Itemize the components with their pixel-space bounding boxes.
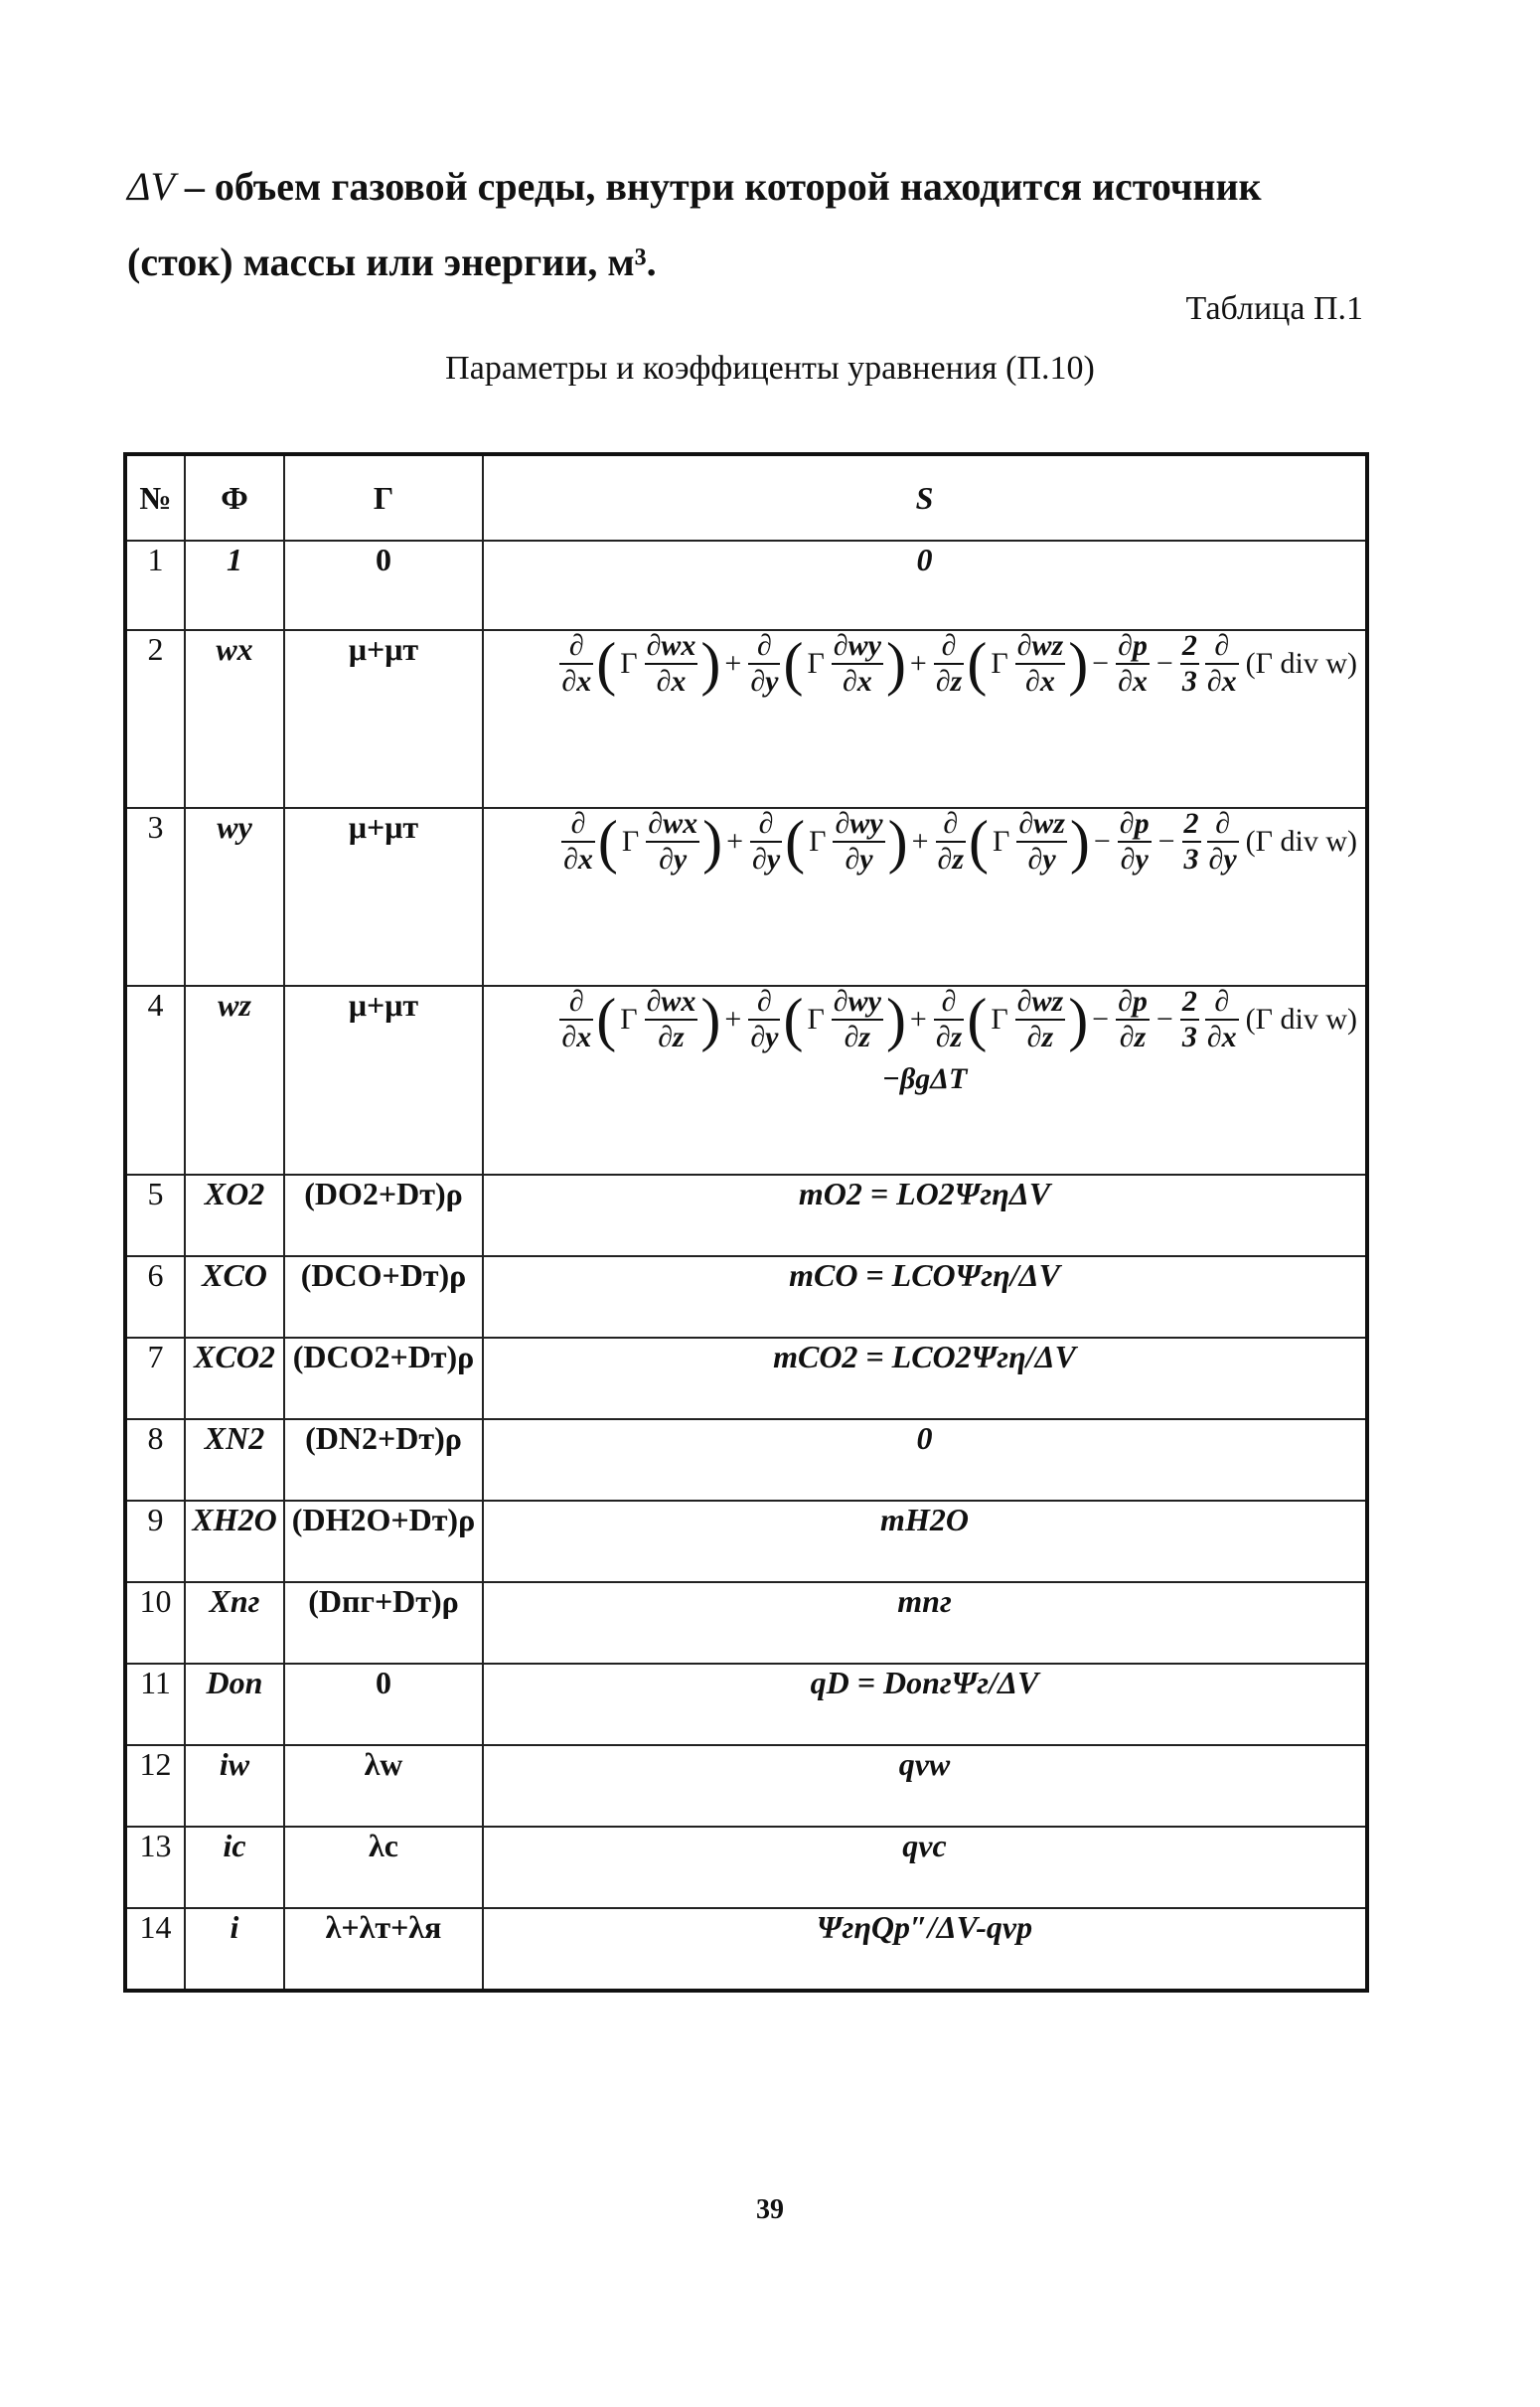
equation-symbol: + xyxy=(909,647,927,680)
table-row xyxy=(125,1501,1367,1582)
fraction: $\frac{\partial p}{\partial y}$ xyxy=(1119,807,1150,876)
table-row xyxy=(125,1175,1367,1256)
row-source: mпг xyxy=(483,1582,1367,1664)
row-phi: ic xyxy=(185,1827,284,1908)
table-row xyxy=(125,1827,1367,1908)
fraction: $\frac{\partial}{\partial z}$ xyxy=(935,985,963,1053)
table-row xyxy=(125,1338,1367,1419)
row-num: 1 xyxy=(125,541,185,630)
row-source: mCO = LCOΨгη/ΔV xyxy=(483,1256,1367,1338)
gamma-symbol: Γ xyxy=(993,825,1010,858)
row-gamma: (DO2+Dт)ρ xyxy=(284,1175,483,1256)
gamma-symbol: Γ xyxy=(991,647,1008,680)
fraction: $\frac{\partial}{\partial x}$ xyxy=(561,629,592,698)
paren-open: ( xyxy=(596,987,617,1052)
row-phi: iw xyxy=(185,1745,284,1827)
gamma-symbol: Γ xyxy=(621,825,640,858)
row-gamma: λ+λт+λя xyxy=(284,1908,483,1991)
momentum-equation xyxy=(484,631,1365,697)
row-phi: Xпг xyxy=(185,1582,284,1664)
equation-symbol: + xyxy=(724,647,742,680)
momentum-equation xyxy=(484,987,1365,1052)
row-source: mH2O xyxy=(483,1501,1367,1582)
paren-close: ) xyxy=(702,809,723,875)
row-phi: XCO xyxy=(185,1256,284,1338)
table-row xyxy=(125,1582,1367,1664)
div-term: (Γ div w) xyxy=(1245,647,1357,680)
paren-close: ) xyxy=(700,631,721,697)
gamma-symbol: Γ xyxy=(807,1003,825,1036)
paren-close: ) xyxy=(885,987,906,1052)
table-header-row xyxy=(125,454,1367,541)
gamma-symbol: Γ xyxy=(991,1003,1008,1036)
row-num: 8 xyxy=(125,1419,185,1501)
row-gamma: λw xyxy=(284,1745,483,1827)
paren-close: ) xyxy=(700,987,721,1052)
paren-close: ) xyxy=(887,809,908,875)
row-num: 12 xyxy=(125,1745,185,1827)
fraction: $\frac{\partial wx}{\partial x}$ xyxy=(646,629,696,698)
fraction: $\frac{\partial}{\partial z}$ xyxy=(937,807,965,876)
gamma-symbol: Γ xyxy=(620,647,638,680)
intro-paragraph xyxy=(127,149,1369,300)
row-source-equation xyxy=(483,986,1367,1175)
fraction: $\frac{\partial}{\partial x}$ xyxy=(561,985,592,1053)
row-num: 4 xyxy=(125,986,185,1175)
fraction: $\frac{\partial}{\partial x}$ xyxy=(1206,985,1237,1053)
paren-open: ( xyxy=(785,809,806,875)
fraction: $\frac{\partial wy}{\partial z}$ xyxy=(833,985,881,1053)
header-phi: Ф xyxy=(185,454,284,541)
paren-close: ) xyxy=(1068,987,1089,1052)
row-source: qD = DопгΨг/ΔV xyxy=(483,1664,1367,1745)
fraction: $\frac{\partial wz}{\partial z}$ xyxy=(1016,985,1064,1053)
equation-symbol: + xyxy=(911,825,929,858)
row-gamma: μ+μт xyxy=(284,808,483,986)
row-num: 5 xyxy=(125,1175,185,1256)
row-gamma: (DCO2+Dт)ρ xyxy=(284,1338,483,1419)
intro-text: – объем газовой среды, внутри которой находится источник (сток) массы или энергии, м³. xyxy=(127,164,1262,284)
fraction: $\frac{\partial p}{\partial x}$ xyxy=(1118,629,1148,698)
equation-symbol: + xyxy=(724,1003,742,1036)
page-number: 39 xyxy=(756,2194,784,2225)
table-title: Параметры и коэффиценты уравнения (П.10) xyxy=(445,350,1095,387)
row-num: 2 xyxy=(125,630,185,808)
equation-symbol: + xyxy=(726,825,743,858)
fraction: $\frac{\partial}{\partial y}$ xyxy=(750,985,779,1053)
row-source: mCO2 = LCO2Ψгη/ΔV xyxy=(483,1338,1367,1419)
header-gamma: Г xyxy=(284,454,483,541)
row-source: qvw xyxy=(483,1745,1367,1827)
fraction: $\frac{2}{3}$ xyxy=(1181,629,1197,698)
equation-symbol: − xyxy=(1155,1003,1173,1036)
row-phi: XCO2 xyxy=(185,1338,284,1419)
fraction: $\frac{\partial wx}{\partial z}$ xyxy=(646,985,696,1053)
header-num: № xyxy=(125,454,185,541)
fraction: $\frac{\partial p}{\partial z}$ xyxy=(1118,985,1148,1053)
table-row xyxy=(125,986,1367,1175)
paren-open: ( xyxy=(783,987,804,1052)
fraction: $\frac{\partial wz}{\partial y}$ xyxy=(1018,807,1065,876)
table-row xyxy=(125,1419,1367,1501)
fraction: $\frac{\partial}{\partial y}$ xyxy=(752,807,781,876)
row-phi: 1 xyxy=(185,541,284,630)
row-gamma: (DN2+Dт)ρ xyxy=(284,1419,483,1501)
row-num: 10 xyxy=(125,1582,185,1664)
buoyancy-term: −βgΔT xyxy=(881,1062,968,1095)
row-phi: XH2O xyxy=(185,1501,284,1582)
paren-close: ) xyxy=(885,631,906,697)
row-gamma: (DCO+Dт)ρ xyxy=(284,1256,483,1338)
row-num: 14 xyxy=(125,1908,185,1991)
equation-symbol: − xyxy=(1092,1003,1110,1036)
row-phi: XN2 xyxy=(185,1419,284,1501)
div-term: (Γ div w) xyxy=(1245,1003,1357,1036)
table-row xyxy=(125,1745,1367,1827)
paren-open: ( xyxy=(783,631,804,697)
row-phi: Dоп xyxy=(185,1664,284,1745)
row-source: ΨгηQр″/ΔV-qvр xyxy=(483,1908,1367,1991)
table-label: Таблица П.1 xyxy=(1185,290,1363,327)
equation-symbol: − xyxy=(1093,825,1111,858)
paren-open: ( xyxy=(597,809,618,875)
fraction: $\frac{\partial}{\partial x}$ xyxy=(1206,629,1237,698)
row-source-equation xyxy=(483,808,1367,986)
equation-symbol: − xyxy=(1092,647,1110,680)
fraction: $\frac{2}{3}$ xyxy=(1181,985,1197,1053)
row-gamma: λc xyxy=(284,1827,483,1908)
gamma-symbol: Γ xyxy=(809,825,827,858)
fraction: $\frac{\partial wy}{\partial y}$ xyxy=(835,807,883,876)
equation-symbol: − xyxy=(1157,825,1175,858)
equation-symbol: − xyxy=(1155,647,1173,680)
row-source: mO2 = LO2ΨгηΔV xyxy=(483,1175,1367,1256)
row-source: 0 xyxy=(483,541,1367,630)
row-gamma: μ+μт xyxy=(284,986,483,1175)
row-gamma: (DH2O+Dт)ρ xyxy=(284,1501,483,1582)
row-phi: wz xyxy=(185,986,284,1175)
fraction: $\frac{\partial wz}{\partial x}$ xyxy=(1016,629,1064,698)
row-gamma: μ+μт xyxy=(284,630,483,808)
momentum-equation xyxy=(484,809,1365,875)
fraction: $\frac{\partial wx}{\partial y}$ xyxy=(648,807,698,876)
row-num: 11 xyxy=(125,1664,185,1745)
table-row xyxy=(125,1664,1367,1745)
div-term: (Γ div w) xyxy=(1245,825,1357,858)
row-gamma: (Dпг+Dт)ρ xyxy=(284,1582,483,1664)
paren-close: ) xyxy=(1068,631,1089,697)
fraction: $\frac{\partial}{\partial y}$ xyxy=(1208,807,1237,876)
table-row xyxy=(125,808,1367,986)
fraction: $\frac{\partial}{\partial y}$ xyxy=(750,629,779,698)
row-gamma: 0 xyxy=(284,1664,483,1745)
gamma-symbol: Γ xyxy=(807,647,825,680)
equation-symbol: + xyxy=(909,1003,927,1036)
table-row xyxy=(125,541,1367,630)
header-s: S xyxy=(483,454,1367,541)
paren-open: ( xyxy=(969,809,990,875)
paren-close: ) xyxy=(1069,809,1090,875)
fraction: $\frac{\partial}{\partial x}$ xyxy=(563,807,593,876)
paren-open: ( xyxy=(967,631,988,697)
table-row xyxy=(125,1256,1367,1338)
row-source-equation xyxy=(483,630,1367,808)
row-source: qvc xyxy=(483,1827,1367,1908)
table-row xyxy=(125,1908,1367,1991)
row-phi: wy xyxy=(185,808,284,986)
parameters-table xyxy=(123,452,1369,1993)
row-num: 9 xyxy=(125,1501,185,1582)
fraction: $\frac{\partial}{\partial z}$ xyxy=(935,629,963,698)
paren-open: ( xyxy=(596,631,617,697)
row-phi: XO2 xyxy=(185,1175,284,1256)
row-source: 0 xyxy=(483,1419,1367,1501)
fraction: $\frac{2}{3}$ xyxy=(1183,807,1199,876)
row-phi: i xyxy=(185,1908,284,1991)
row-num: 6 xyxy=(125,1256,185,1338)
gamma-symbol: Γ xyxy=(620,1003,638,1036)
row-num: 7 xyxy=(125,1338,185,1419)
row-num: 3 xyxy=(125,808,185,986)
table-row xyxy=(125,630,1367,808)
row-num: 13 xyxy=(125,1827,185,1908)
row-phi: wx xyxy=(185,630,284,808)
paren-open: ( xyxy=(967,987,988,1052)
fraction: $\frac{\partial wy}{\partial x}$ xyxy=(833,629,881,698)
delta-v-symbol: ΔV xyxy=(127,164,175,209)
row-gamma: 0 xyxy=(284,541,483,630)
